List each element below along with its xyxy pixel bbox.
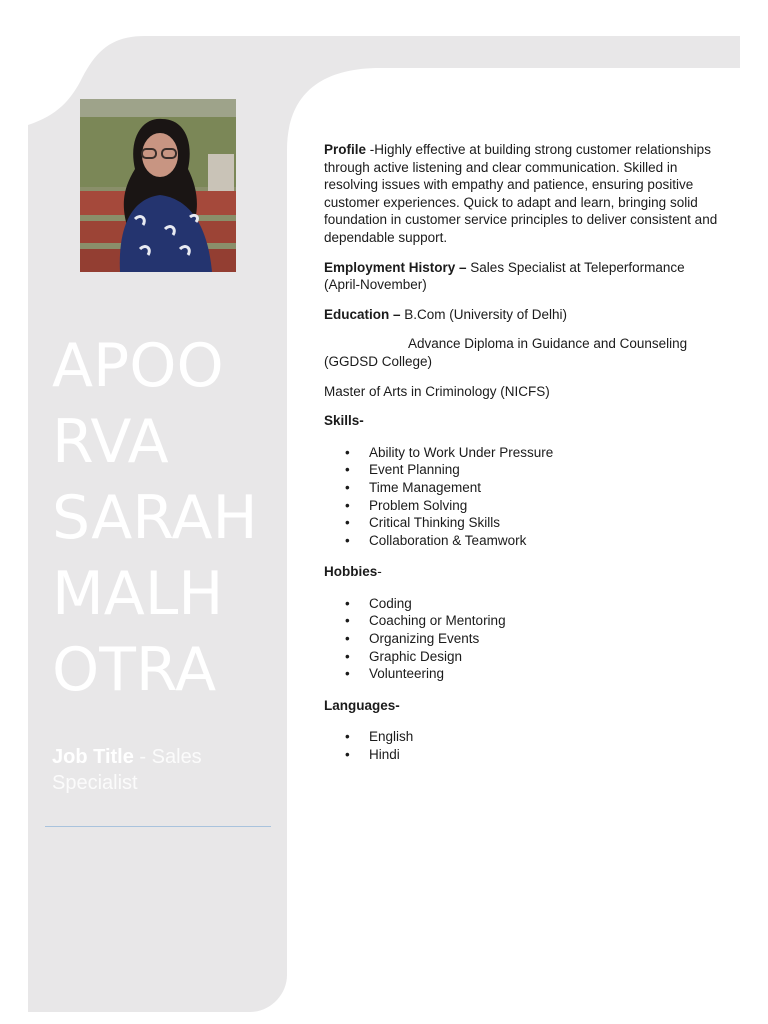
employment-text: Sales Specialist at Teleperformance (April-November) [324, 259, 685, 293]
name-line: APOO [52, 331, 224, 401]
list-item: • Time Management [369, 479, 724, 497]
skills-heading: Skills- [324, 413, 364, 429]
list-item: • Collaboration & Teamwork [369, 532, 724, 550]
education-section [324, 306, 724, 324]
education-line-2 [324, 335, 724, 370]
hobbies-heading-suffix: - [377, 564, 382, 580]
profile-label: Profile [324, 142, 367, 157]
resume-content [324, 141, 724, 778]
name-line: RVA [52, 407, 169, 477]
list-item: • Volunteering [369, 665, 724, 683]
employment-label: Employment History – [324, 259, 467, 275]
education-line-1: B.Com (University of Delhi) [400, 306, 568, 322]
list-item: • Ability to Work Under Pressure [369, 444, 724, 462]
list-item: • English [369, 728, 724, 746]
hobbies-list [324, 595, 724, 683]
list-item: • Problem Solving [369, 497, 724, 515]
list-item: • Coaching or Mentoring [369, 612, 724, 630]
education-diploma: Advance Diploma in Guidance and Counseling (GGDSD College) [324, 336, 688, 369]
hobbies-heading-text: Hobbies [324, 564, 378, 580]
candidate-name [52, 328, 282, 708]
list-item: • Coding [369, 595, 724, 613]
list-item: • Graphic Design [369, 648, 724, 666]
education-line-3: Master of Arts in Criminology (NICFS) [324, 383, 550, 399]
name-line: SARAH [52, 483, 258, 553]
employment-section [324, 259, 724, 294]
name-line: MALH [52, 559, 224, 629]
job-title-label: Job Title [52, 746, 134, 768]
list-item: • Event Planning [369, 461, 724, 479]
profile-section [324, 141, 724, 247]
name-line: OTRA [52, 635, 217, 705]
job-title-value: Sales Specialist [52, 746, 202, 794]
hobbies-heading [324, 563, 724, 581]
languages-list [324, 728, 724, 763]
profile-photo [80, 99, 236, 272]
list-item: • Hindi [369, 746, 724, 764]
list-item: • Critical Thinking Skills [369, 514, 724, 532]
list-item: • Organizing Events [369, 630, 724, 648]
skills-list [324, 444, 724, 550]
languages-heading: Languages- [324, 697, 400, 713]
sidebar-divider [45, 826, 271, 827]
profile-text: -Highly effective at building strong customer relationships through active listening and clear communication. Skilled in resolving issues with empathy and patience, ensuring positive customer experiences. Quick to adapt and learn, bringing solid foundation in customer service principles to deliver consistent and dependable support. [324, 142, 718, 245]
education-label: Education – [324, 306, 401, 322]
job-title-separator: - [133, 746, 152, 768]
job-title [52, 744, 282, 796]
